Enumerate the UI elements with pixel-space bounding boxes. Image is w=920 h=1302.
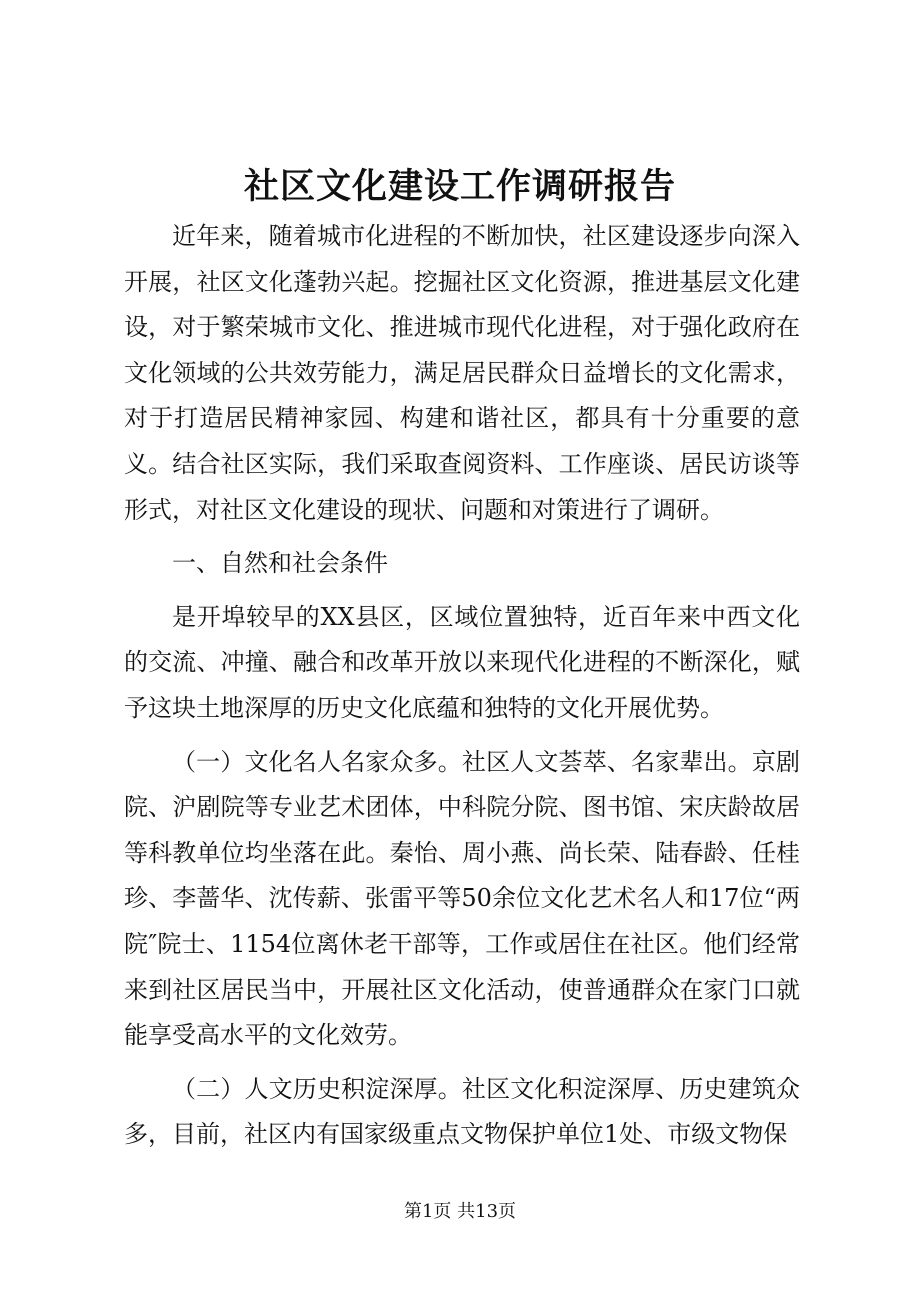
page-footer: 第1页 共13页 bbox=[403, 1201, 517, 1222]
paragraph-subsection-2: （二）人文历史积淀深厚。社区文化积淀深厚、历史建筑众多，目前，社区内有国家级重点文物保护单位1处、市级文物保 bbox=[124, 1074, 800, 1149]
paragraph-subsection-1: （一）文化名人名家众多。社区人文荟萃、名家辈出。京剧院、沪剧院等专业艺术团体，中科院分院、图书馆、宋庆龄故居等科教单位均坐落在此。秦怡、周小燕、尚长荣、陆春龄、任桂珍、李蔷华、沈传薪、张雷平等50余位文化艺术名人和17位“两院″院士、1154位离休老干部等，工作或居住在社区。他们经常来到社区居民当中，开展社区文化活动，使普通群众在家门口就能享受高水平的文化效劳。 bbox=[124, 747, 800, 1050]
paragraph-intro: 近年来，随着城市化进程的不断加快，社区建设逐步向深入开展，社区文化蓬勃兴起。挖掘社区文化资源，推进基层文化建设，对于繁荣城市文化、推进城市现代化进程，对于强化政府在文化领域的公共效劳能力，满足居民群众日益增长的文化需求，对于打造居民精神家园、构建和谐社区，都具有十分重要的意义。结合社区实际，我们采取查阅资料、工作座谈、居民访谈等形式，对社区文化建设的现状、问题和对策进行了调研。 bbox=[124, 222, 800, 524]
document-body bbox=[124, 214, 800, 1158]
section-heading-1: 一、自然和社会条件 bbox=[172, 549, 388, 578]
paragraph-conditions: 是开埠较早的XX县区，区域位置独特，近百年来中西文化的交流、冲撞、融合和改革开放以来现代化进程的不断深化，赋予这块土地深厚的历史文化底蕴和独特的文化开展优势。 bbox=[124, 602, 800, 722]
document-title: 社区文化建设工作调研报告 bbox=[243, 166, 676, 207]
